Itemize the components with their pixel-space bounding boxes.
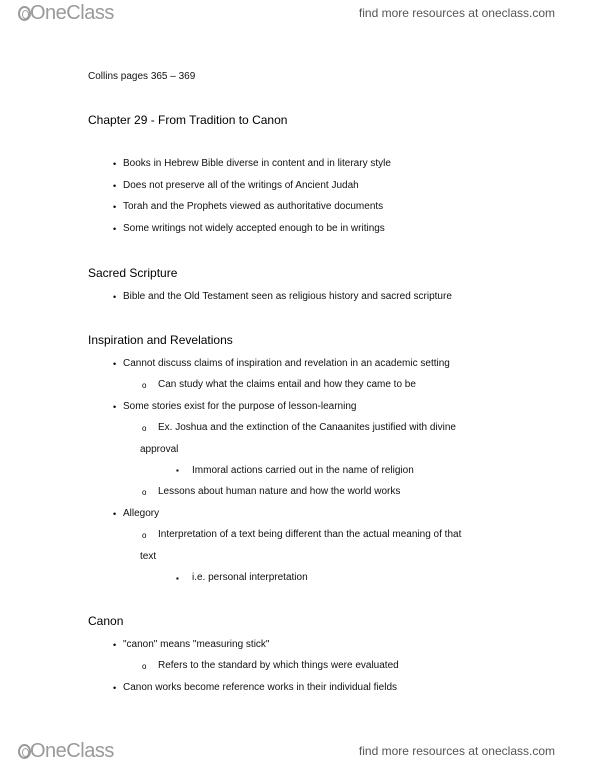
list-item: Bible and the Old Testament seen as religious history and sacred scripture [123, 291, 452, 302]
sub-bullet-icon: o [142, 531, 147, 540]
list-item: Books in Hebrew Bible diverse in content and in literary style [123, 158, 391, 169]
list-item-continuation: text [140, 551, 157, 562]
bullet-icon: • [113, 292, 117, 302]
list-item: "canon" means "measuring stick" [123, 639, 270, 650]
list-item: Does not preserve all of the writings of Ancient Judah [123, 180, 359, 191]
list-item: Cannot discuss claims of inspiration and revelation in an academic setting [123, 358, 450, 369]
list-item: Refers to the standard by which things were evaluated [158, 660, 399, 671]
bullet-icon: • [113, 202, 117, 212]
bullet-icon: • [113, 159, 117, 169]
list-item: Ex. Joshua and the extinction of the Canaanites justified with divine [158, 422, 456, 433]
list-item: Some stories exist for the purpose of lesson-learning [123, 401, 357, 412]
list-item: Some writings not widely accepted enough to be in writings [123, 223, 385, 234]
list-item: Allegory [123, 508, 160, 519]
page-footer [0, 738, 595, 768]
list-item: Can study what the claims entail and how they came to be [158, 379, 416, 390]
section-heading-canon: Canon [88, 614, 124, 628]
footer-tagline-link[interactable]: find more resources at oneclass.com [358, 744, 555, 758]
bullet-icon: • [113, 402, 117, 412]
oneclass-logo[interactable] [18, 740, 114, 763]
square-bullet-icon: ▪ [176, 466, 179, 475]
bullet-icon: • [113, 224, 117, 234]
section-heading-sacred: Sacred Scripture [88, 266, 178, 280]
bullet-icon: • [113, 640, 117, 650]
chapter-heading: Chapter 29 - From Tradition to Canon [88, 113, 288, 127]
list-item: i.e. personal interpretation [192, 572, 308, 583]
list-item: Lessons about human nature and how the world works [158, 486, 401, 497]
header-tagline-link[interactable]: find more resources at oneclass.com [358, 6, 555, 20]
sub-bullet-icon: o [142, 381, 147, 390]
logo-text: OneClass [30, 740, 114, 762]
list-item: Immoral actions carried out in the name of religion [192, 465, 414, 476]
source-pages: Collins pages 365 – 369 [88, 71, 196, 82]
oneclass-logo-icon [18, 744, 31, 759]
list-item-continuation: approval [140, 444, 179, 455]
bullet-icon: • [113, 683, 117, 693]
bullet-icon: • [113, 359, 117, 369]
logo-text: OneClass [30, 2, 114, 24]
sub-bullet-icon: o [142, 424, 147, 433]
bullet-icon: • [113, 509, 117, 519]
sub-bullet-icon: o [142, 662, 147, 671]
bullet-icon: • [113, 181, 117, 191]
list-item: Canon works become reference works in their individual fields [123, 682, 398, 693]
list-item: Torah and the Prophets viewed as authoritative documents [123, 201, 384, 212]
sub-bullet-icon: o [142, 488, 147, 497]
list-item: Interpretation of a text being different than the actual meaning of that [158, 529, 462, 540]
square-bullet-icon: ▪ [176, 574, 179, 583]
section-heading-inspiration: Inspiration and Revelations [88, 333, 233, 347]
